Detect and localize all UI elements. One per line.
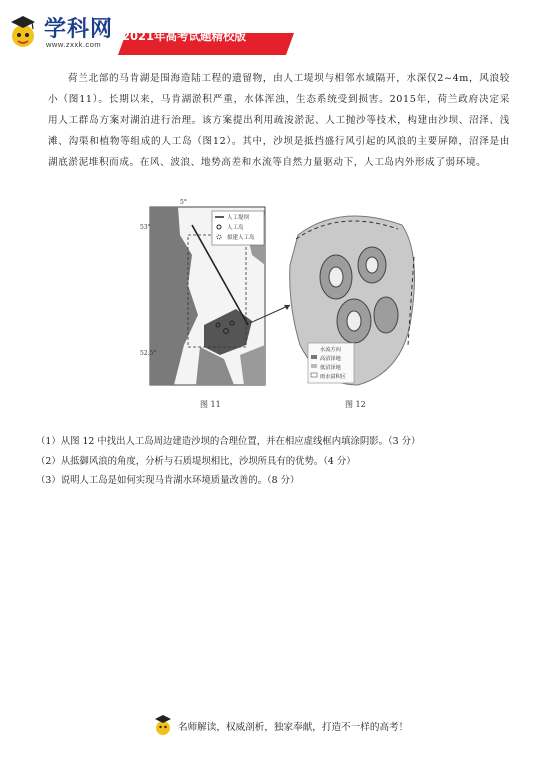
legend-dam: 人工堤坝 <box>227 215 250 221</box>
question-list <box>36 432 516 491</box>
mascot-logo-icon <box>8 14 38 50</box>
figure-illustration <box>140 195 425 425</box>
legend-high-marsh: 高沼泽地 <box>320 356 341 362</box>
legend-low-marsh: 低沼泽地 <box>320 365 341 371</box>
logo-text: 学科网 <box>44 17 114 42</box>
figure-11-caption: 图 11 <box>200 400 221 409</box>
figure-11-map <box>140 199 265 385</box>
passage-text: 荷兰北部的马肯湖是围海造陆工程的遗留物，由人工堤坝与相邻水域隔开，水深仅2~4m，风浪较小（图11）。长期以来，马肯湖淤积严重，水体浑浊，生态系统受到损害。2015年，荷兰政府决定采用人工群岛方案对湖泊进行治理。该方案提出利用疏浚淤泥、人工抛沙等技术，构建由沙坝、沼泽、浅滩、沟渠和植物等组成的人工岛（图12）。其中，沙坝是抵挡盛行风引起的风浪的主要屏障，沼泽是由湖底淤泥堆积而成。在风、波浪、地势高差和水流等自然力量驱动下，人工岛内外形成了弱环境。 <box>48 73 510 168</box>
question-3: （3）说明人工岛是如何实现马肯湖水环境质量改善的。（8 分） <box>36 475 300 486</box>
question-2: （2）从抵御风浪的角度，分析与石质堤坝相比，沙坝所具有的优势。（4 分） <box>36 455 356 467</box>
lat-top-label: 53° <box>140 224 151 231</box>
banner-text: 2021年高考试题精校版 <box>122 29 247 43</box>
lat-bottom-label: 52.5° <box>140 350 157 357</box>
logo-url: www.zxxk.com <box>46 40 102 49</box>
figure-12-diagram <box>290 216 415 385</box>
mascot-icon <box>154 714 172 736</box>
legend-flow: 水流方向 <box>320 347 341 353</box>
legend-rain-area: 雨水富积区 <box>320 374 346 380</box>
lon-label: 5° <box>180 199 187 206</box>
footer <box>150 714 410 736</box>
legend-planned-island: 拟建人工岛 <box>227 235 255 241</box>
legend-island: 人工岛 <box>227 225 244 231</box>
question-1: （1）从图 12 中找出人工岛周边建造沙坝的合理位置，并在相应虚线框内填涂阴影。（3 分） <box>36 436 421 447</box>
footer-slogan: 名师解读，权威剖析，独家奉献，打造不一样的高考！ <box>178 722 409 733</box>
figure-12-caption: 图 12 <box>345 400 366 409</box>
